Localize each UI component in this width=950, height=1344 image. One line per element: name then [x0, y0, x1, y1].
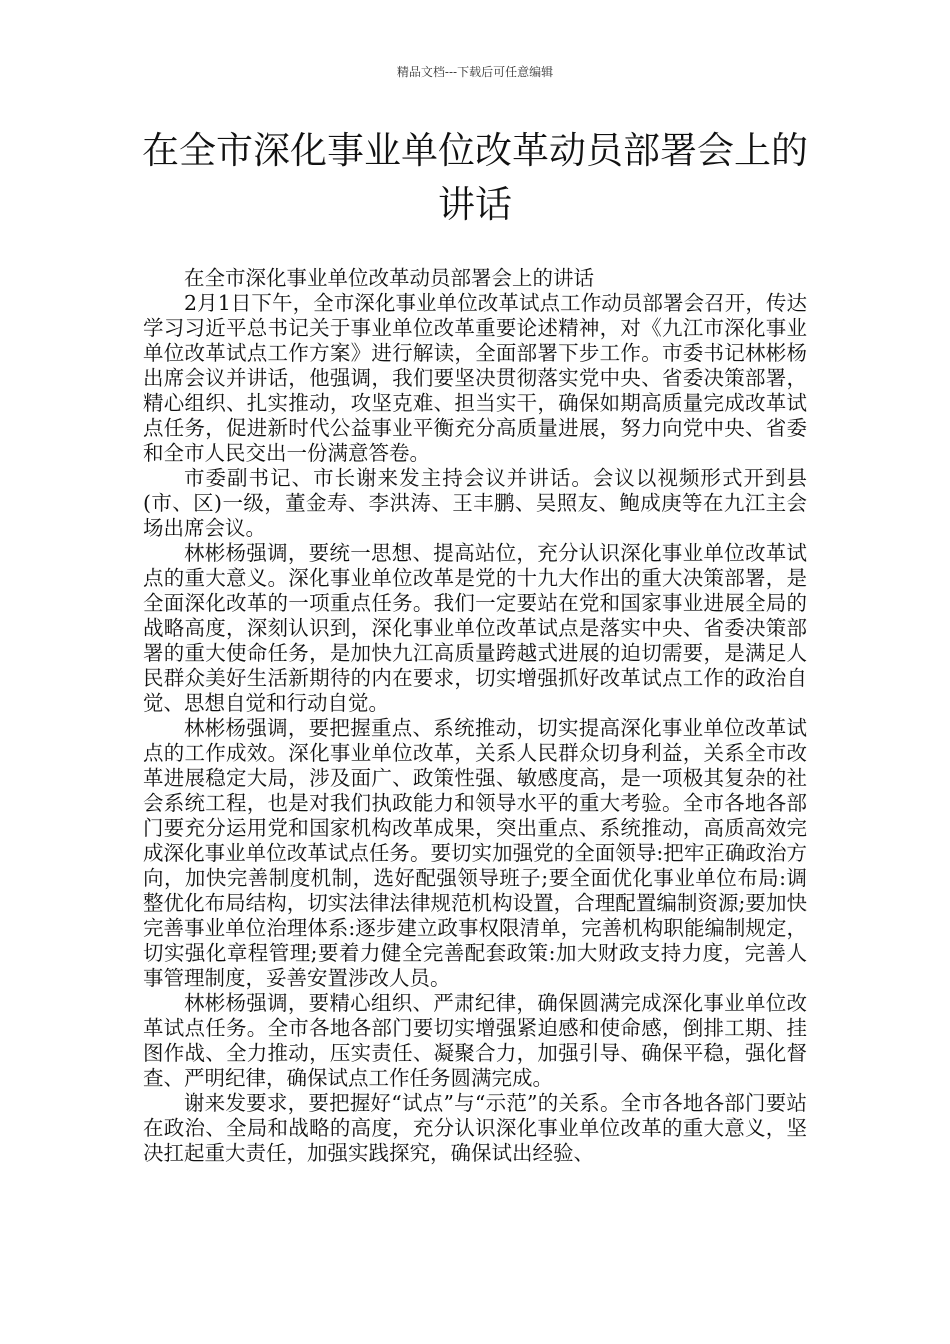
document-body — [143, 266, 807, 1166]
body-paragraph: 林彬杨强调，要把握重点、系统推动，切实提高深化事业单位改革试点的工作成效。深化事业单位改革，关系人民群众切身利益，关系全市改革进展稳定大局，涉及面广、政策性强、敏感度高，是一项极其复杂的社会系统工程，也是对我们执政能力和领导水平的重大考验。全市各地各部门要充分运用党和国家机构改革成果，突出重点、系统推动，高质高效完成深化事业单位改革试点任务。要切实加强党的全面领导:把牢正确政治方向，加快完善制度机制，选好配强领导班子;要全面优化事业单位布局:调整优化布局结构，切实法律法律规范机构设置，合理配置编制资源;要加快完善事业单位治理体系:逐步建立政事权限清单，完善机构职能编制规定，切实强化章程管理;要着力健全完善配套政策:加大财政支持力度，完善人事管理制度，妥善安置涉改人员。 — [143, 716, 807, 990]
document-title — [120, 124, 830, 232]
body-paragraph: 谢来发要求，要把握好“试点”与“示范”的关系。全市各地各部门要站在政治、全局和战略的高度，充分认识深化事业单位改革的重大意义，坚决扛起重大责任，加强实践探究，确保试出经验、 — [143, 1091, 807, 1165]
body-subtitle: 在全市深化事业单位改革动员部署会上的讲话 — [184, 266, 594, 290]
document-title-line-1: 在全市深化事业单位改革动员部署会上的 — [142, 129, 808, 172]
body-paragraph: 2月1日下午，全市深化事业单位改革试点工作动员部署会召开，传达学习习近平总书记关于事业单位改革重要论述精神，对《九江市深化事业单位改革试点工作方案》进行解读，全面部署下步工作。市委书记林彬杨出席会议并讲话，他强调，我们要坚决贯彻落实党中央、省委决策部署，精心组织、扎实推动，攻坚克难、担当实干，确保如期高质量完成改革试点任务，促进新时代公益事业平衡充分高质量进展，努力向党中央、省委和全市人民交出一份满意答卷。 — [143, 291, 807, 465]
body-paragraph: 林彬杨强调，要精心组织、严肃纪律，确保圆满完成深化事业单位改革试点任务。全市各地各部门要切实增强紧迫感和使命感，倒排工期、挂图作战、全力推动，压实责任、凝聚合力，加强引导、确保平稳，强化督查、严明纪律，确保试点工作任务圆满完成。 — [143, 991, 807, 1090]
body-paragraph: 市委副书记、市长谢来发主持会议并讲话。会议以视频形式开到县(市、区)一级，董金寿、李洪涛、王丰鹏、吴照友、鲍成庚等在九江主会场出席会议。 — [143, 466, 807, 540]
document-title-line-2: 讲话 — [438, 183, 512, 226]
page-header-watermark: 精品文档---下载后可任意编辑 — [396, 65, 554, 79]
body-paragraph: 林彬杨强调，要统一思想、提高站位，充分认识深化事业单位改革试点的重大意义。深化事业单位改革是党的十九大作出的重大决策部署，是全面深化改革的一项重点任务。我们一定要站在党和国家事业进展全局的战略高度，深刻认识到，深化事业单位改革试点是落实中央、省委决策部署的重大使命任务，是加快九江高质量跨越式进展的迫切需要，是满足人民群众美好生活新期待的内在要求，切实增强抓好改革试点工作的政治自觉、思想自觉和行动自觉。 — [143, 541, 807, 715]
